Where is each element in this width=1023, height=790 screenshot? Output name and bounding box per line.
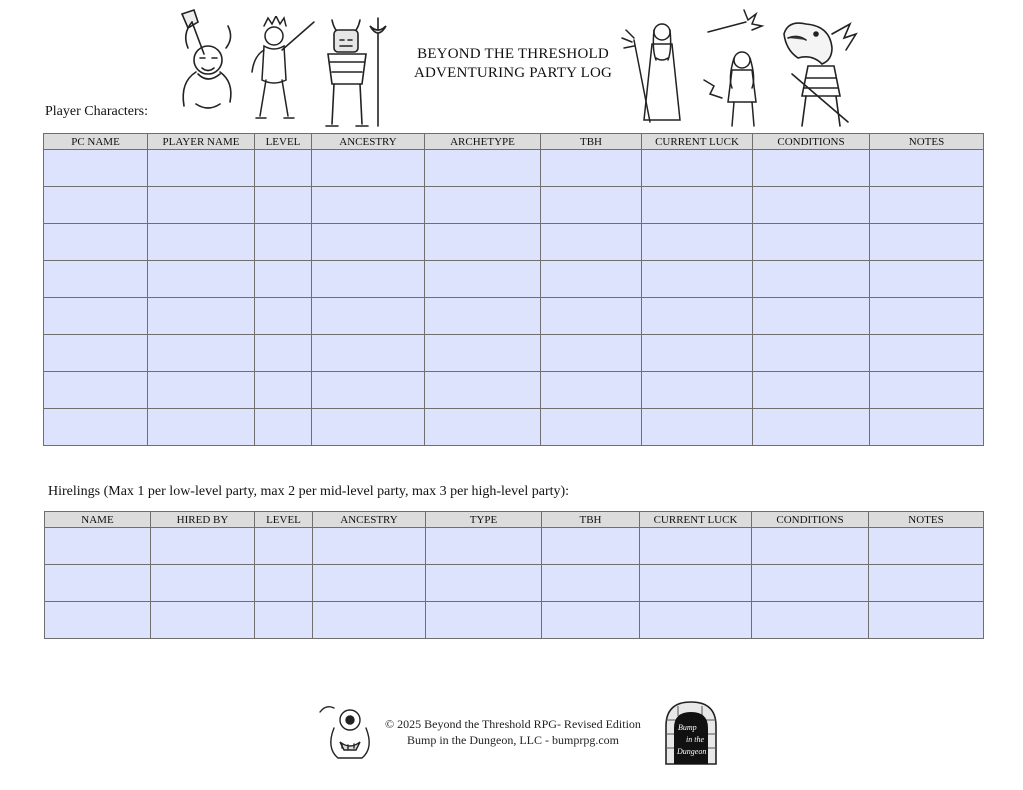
cell-value [870, 372, 983, 408]
cell-value [44, 224, 147, 260]
table-cell[interactable] [642, 187, 753, 224]
hireling-row [45, 602, 984, 639]
cell-value [642, 298, 752, 334]
table-cell[interactable] [255, 528, 313, 565]
cell-value [753, 261, 869, 297]
cell-value [425, 261, 540, 297]
cell-value [542, 602, 639, 638]
footer-credits [380, 716, 646, 748]
table-cell[interactable] [312, 224, 425, 261]
copyright-notice: © 2025 Beyond the Threshold RPG- Revised Edition [385, 717, 641, 731]
pc-row [44, 335, 984, 372]
cell-value [148, 150, 254, 186]
table-cell[interactable] [425, 187, 541, 224]
table-cell[interactable] [753, 409, 870, 446]
table-cell[interactable] [151, 528, 255, 565]
table-cell[interactable] [541, 298, 642, 335]
cell-value [44, 409, 147, 445]
cell-value [44, 150, 147, 186]
cell-value [148, 335, 254, 371]
cell-value [425, 409, 540, 445]
cell-value [869, 528, 983, 564]
cell-value [148, 224, 254, 260]
column-header-pc-name: PC NAME [44, 134, 148, 150]
table-cell[interactable] [753, 261, 870, 298]
table-cell[interactable] [312, 150, 425, 187]
table-cell[interactable] [148, 261, 255, 298]
cell-value [753, 150, 869, 186]
cell-value [255, 565, 312, 601]
cell-value [44, 187, 147, 223]
cell-value [255, 602, 312, 638]
dolphin-headed-warrior-icon [776, 14, 862, 130]
cell-value [753, 224, 869, 260]
cell-value [753, 372, 869, 408]
svg-text:Dungeon: Dungeon [677, 747, 707, 756]
table-cell[interactable] [869, 565, 984, 602]
pc-section-label: Player Characters: [45, 104, 149, 119]
table-cell[interactable] [869, 602, 984, 639]
cell-value [753, 298, 869, 334]
cell-value [148, 298, 254, 334]
column-header-notes: NOTES [869, 512, 984, 528]
table-cell[interactable] [44, 224, 148, 261]
table-cell[interactable] [312, 409, 425, 446]
table-cell[interactable] [45, 528, 151, 565]
table-cell[interactable] [752, 602, 869, 639]
hireling-row [45, 528, 984, 565]
cell-value [148, 261, 254, 297]
cell-value [148, 409, 254, 445]
cell-value [426, 602, 541, 638]
table-cell[interactable] [425, 409, 541, 446]
table-cell[interactable] [312, 187, 425, 224]
hireling-header-row [45, 512, 984, 528]
cell-value [642, 150, 752, 186]
cell-value [425, 298, 540, 334]
cell-value [44, 335, 147, 371]
table-cell[interactable] [642, 335, 753, 372]
table-cell[interactable] [45, 565, 151, 602]
cell-value [753, 187, 869, 223]
cell-value [425, 224, 540, 260]
title-line-1: BEYOND THE THRESHOLD [417, 46, 609, 62]
cell-value [541, 224, 641, 260]
cell-value [313, 602, 425, 638]
cell-value [312, 261, 424, 297]
table-cell[interactable] [425, 335, 541, 372]
column-header-conditions: CONDITIONS [752, 512, 869, 528]
cell-value [541, 372, 641, 408]
table-cell[interactable] [642, 409, 753, 446]
table-cell[interactable] [870, 335, 984, 372]
cell-value [542, 565, 639, 601]
cell-value [45, 602, 150, 638]
column-header-archetype: ARCHETYPE [425, 134, 541, 150]
crowned-swordsman-icon [246, 16, 318, 124]
cell-value [541, 335, 641, 371]
table-cell[interactable] [870, 150, 984, 187]
pc-row [44, 224, 984, 261]
table-cell[interactable] [542, 565, 640, 602]
cell-value [426, 528, 541, 564]
table-cell[interactable] [312, 298, 425, 335]
table-cell[interactable] [752, 528, 869, 565]
table-cell[interactable] [642, 298, 753, 335]
cell-value [642, 335, 752, 371]
table-cell[interactable] [753, 150, 870, 187]
cell-value [255, 224, 311, 260]
cell-value [541, 187, 641, 223]
table-cell[interactable] [44, 372, 148, 409]
table-cell[interactable] [425, 150, 541, 187]
cell-value [312, 150, 424, 186]
pc-row [44, 298, 984, 335]
cell-value [870, 150, 983, 186]
table-cell[interactable] [44, 261, 148, 298]
pc-row [44, 409, 984, 446]
column-header-level: LEVEL [255, 512, 313, 528]
table-cell[interactable] [148, 298, 255, 335]
pc-header-row [44, 134, 984, 150]
cell-value [640, 528, 751, 564]
table-cell[interactable] [44, 335, 148, 372]
table-cell[interactable] [148, 224, 255, 261]
hireling-row [45, 565, 984, 602]
pc-row [44, 372, 984, 409]
table-cell[interactable] [426, 565, 542, 602]
table-cell[interactable] [870, 409, 984, 446]
table-cell[interactable] [255, 565, 313, 602]
table-cell[interactable] [753, 335, 870, 372]
cell-value [312, 372, 424, 408]
table-cell[interactable] [148, 372, 255, 409]
table-cell[interactable] [255, 298, 312, 335]
cell-value [312, 409, 424, 445]
table-cell[interactable] [148, 335, 255, 372]
table-cell[interactable] [313, 565, 426, 602]
cell-value [541, 409, 641, 445]
table-cell[interactable] [151, 565, 255, 602]
column-header-level: LEVEL [255, 134, 312, 150]
title-line-2: ADVENTURING PARTY LOG [413, 65, 613, 81]
table-cell[interactable] [870, 298, 984, 335]
cell-value [255, 335, 311, 371]
cell-value [870, 409, 983, 445]
cell-value [642, 372, 752, 408]
table-cell[interactable] [425, 224, 541, 261]
cell-value [753, 335, 869, 371]
table-cell[interactable] [542, 528, 640, 565]
cell-value [753, 409, 869, 445]
table-cell[interactable] [148, 187, 255, 224]
cell-value [541, 150, 641, 186]
cell-value [640, 565, 751, 601]
table-cell[interactable] [151, 602, 255, 639]
cell-value [870, 261, 983, 297]
svg-text:Bump: Bump [678, 723, 697, 732]
column-header-ancestry: ANCESTRY [313, 512, 426, 528]
cell-value [752, 528, 868, 564]
table-cell[interactable] [312, 335, 425, 372]
table-cell[interactable] [541, 409, 642, 446]
table-cell[interactable] [642, 224, 753, 261]
table-cell[interactable] [44, 150, 148, 187]
dungeon-door-logo-icon [662, 700, 720, 766]
cell-value [869, 602, 983, 638]
cell-value [151, 565, 254, 601]
table-cell[interactable] [753, 187, 870, 224]
cell-value [255, 298, 311, 334]
cell-value [44, 372, 147, 408]
cell-value [870, 335, 983, 371]
table-cell[interactable] [313, 528, 426, 565]
table-cell[interactable] [870, 372, 984, 409]
cell-value [426, 565, 541, 601]
column-header-name: NAME [45, 512, 151, 528]
cell-value [425, 335, 540, 371]
table-cell[interactable] [870, 187, 984, 224]
column-header-tbh: TBH [541, 134, 642, 150]
column-header-current-luck: CURRENT LUCK [640, 512, 752, 528]
table-cell[interactable] [255, 150, 312, 187]
table-cell[interactable] [148, 409, 255, 446]
cell-value [45, 565, 150, 601]
svg-text:in the: in the [686, 735, 704, 744]
cell-value [312, 298, 424, 334]
cell-value [255, 409, 311, 445]
cell-value [425, 372, 540, 408]
one-eyed-creature-icon [316, 702, 378, 762]
spellcaster-icon [698, 8, 772, 128]
table-cell[interactable] [45, 602, 151, 639]
column-header-conditions: CONDITIONS [753, 134, 870, 150]
table-cell[interactable] [44, 187, 148, 224]
table-cell[interactable] [753, 224, 870, 261]
table-cell[interactable] [870, 224, 984, 261]
table-cell[interactable] [44, 298, 148, 335]
cell-value [255, 150, 311, 186]
table-cell[interactable] [255, 224, 312, 261]
hirelings-table [44, 511, 984, 639]
table-cell[interactable] [640, 565, 752, 602]
pc-row [44, 150, 984, 187]
cell-value [870, 224, 983, 260]
column-header-player-name: PLAYER NAME [148, 134, 255, 150]
table-cell[interactable] [752, 565, 869, 602]
cell-value [151, 528, 254, 564]
cell-value [870, 298, 983, 334]
cell-value [870, 187, 983, 223]
cell-value [640, 602, 751, 638]
cell-value [542, 528, 639, 564]
table-cell[interactable] [255, 335, 312, 372]
hireling-section-label: Hirelings (Max 1 per low-level party, max 2 per mid-level party, max 3 per high-level party): [48, 484, 570, 499]
cell-value [425, 150, 540, 186]
cell-value [642, 261, 752, 297]
table-cell[interactable] [312, 372, 425, 409]
table-cell[interactable] [255, 261, 312, 298]
column-header-tbh: TBH [542, 512, 640, 528]
table-cell[interactable] [642, 150, 753, 187]
cell-value [752, 602, 868, 638]
cell-value [752, 565, 868, 601]
cell-value [869, 565, 983, 601]
player-characters-table [43, 133, 984, 446]
cell-value [255, 261, 311, 297]
pc-row [44, 261, 984, 298]
column-header-type: TYPE [426, 512, 542, 528]
column-header-ancestry: ANCESTRY [312, 134, 425, 150]
cell-value [44, 261, 147, 297]
table-cell[interactable] [312, 261, 425, 298]
cell-value [255, 187, 311, 223]
table-cell[interactable] [541, 372, 642, 409]
pc-row [44, 187, 984, 224]
cell-value [425, 187, 540, 223]
table-cell[interactable] [642, 372, 753, 409]
table-cell[interactable] [425, 298, 541, 335]
table-cell[interactable] [426, 528, 542, 565]
cell-value [312, 224, 424, 260]
horned-armored-warrior-icon [318, 14, 392, 130]
table-cell[interactable] [255, 372, 312, 409]
cell-value [312, 187, 424, 223]
table-cell[interactable] [870, 261, 984, 298]
table-cell[interactable] [255, 187, 312, 224]
cell-value [312, 335, 424, 371]
table-cell[interactable] [313, 602, 426, 639]
cell-value [148, 187, 254, 223]
table-cell[interactable] [640, 528, 752, 565]
table-cell[interactable] [640, 602, 752, 639]
cell-value [148, 372, 254, 408]
cell-value [642, 409, 752, 445]
table-cell[interactable] [426, 602, 542, 639]
table-cell[interactable] [255, 409, 312, 446]
table-cell[interactable] [425, 372, 541, 409]
table-cell[interactable] [425, 261, 541, 298]
publisher-line: Bump in the Dungeon, LLC - bumprpg.com [407, 733, 619, 747]
cell-value [44, 298, 147, 334]
table-cell[interactable] [541, 224, 642, 261]
table-cell[interactable] [44, 409, 148, 446]
column-header-current-luck: CURRENT LUCK [642, 134, 753, 150]
table-cell[interactable] [869, 528, 984, 565]
table-cell[interactable] [541, 187, 642, 224]
cell-value [642, 224, 752, 260]
cell-value [255, 528, 312, 564]
cell-value [151, 602, 254, 638]
document-title [405, 45, 621, 83]
column-header-hired-by: HIRED BY [151, 512, 255, 528]
table-cell[interactable] [642, 261, 753, 298]
cell-value [313, 565, 425, 601]
table-cell[interactable] [255, 602, 313, 639]
cell-value [642, 187, 752, 223]
cell-value [313, 528, 425, 564]
table-cell[interactable] [148, 150, 255, 187]
table-cell[interactable] [542, 602, 640, 639]
cell-value [541, 298, 641, 334]
axe-barbarian-icon [168, 8, 240, 120]
table-cell[interactable] [753, 372, 870, 409]
cell-value [255, 372, 311, 408]
cell-value [541, 261, 641, 297]
cell-value [45, 528, 150, 564]
column-header-notes: NOTES [870, 134, 984, 150]
table-cell[interactable] [541, 150, 642, 187]
staff-mage-icon [620, 18, 698, 126]
table-cell[interactable] [541, 335, 642, 372]
table-cell[interactable] [541, 261, 642, 298]
table-cell[interactable] [753, 298, 870, 335]
